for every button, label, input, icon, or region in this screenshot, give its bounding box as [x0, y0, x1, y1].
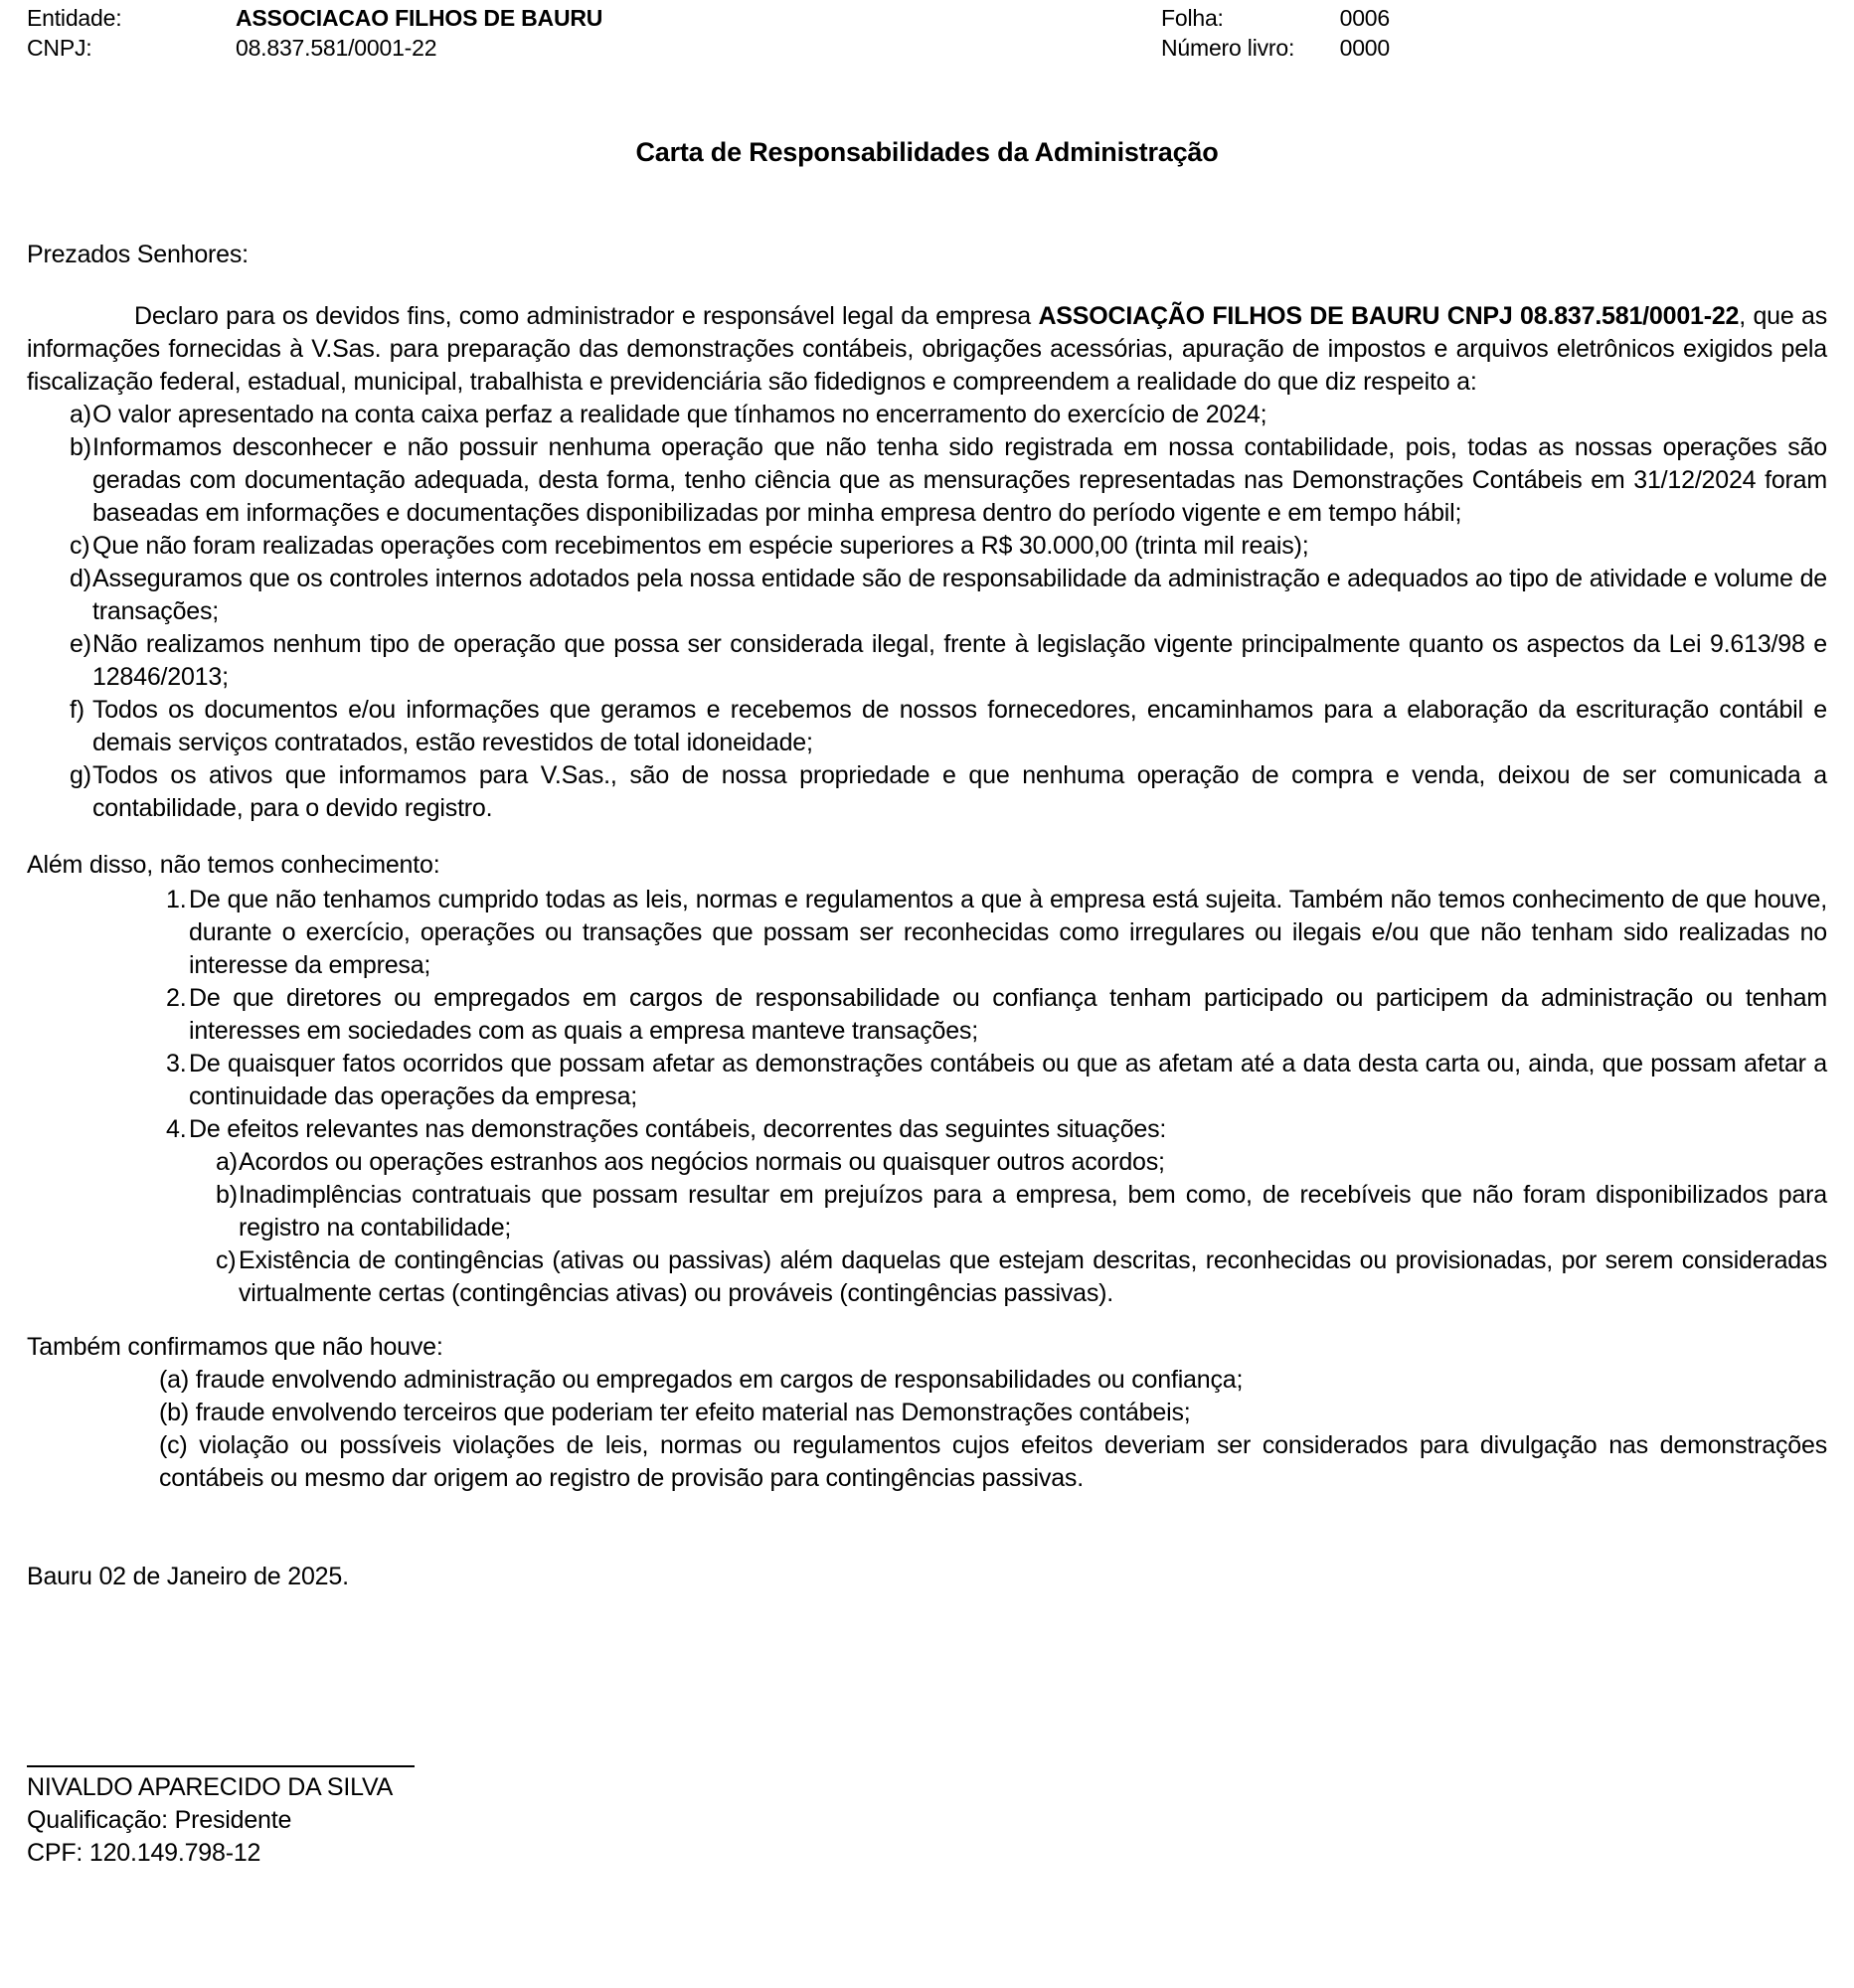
- list-item: [27, 759, 1827, 825]
- list-item: [27, 694, 1827, 759]
- tambem-item: (b) fraude envolvendo terceiros que poderiam ter efeito material nas Demonstrações contábeis;: [159, 1399, 1191, 1426]
- signature-block: [27, 1765, 1827, 1870]
- livro-label: Número livro:: [1161, 35, 1295, 61]
- list-item-text: De quaisquer fatos ocorridos que possam afetar as demonstrações contábeis ou que as afetam até a data desta carta ou, ainda, que possam afetar a continuidade das operações da empresa;: [189, 1050, 1827, 1110]
- signatory-name: NIVALDO APARECIDO DA SILVA: [27, 1773, 394, 1801]
- entity-row: [27, 3, 1827, 33]
- list-item: [27, 1244, 1827, 1310]
- list-marker: f): [70, 696, 84, 724]
- list-item-text: Não realizamos nenhum tipo de operação que possa ser considerada ilegal, frente à legislação vigente principalmente quanto os aspectos da Lei 9.613/98 e 12846/2013;: [92, 630, 1827, 691]
- list-item: [27, 563, 1827, 628]
- entity-value: ASSOCIACAO FILHOS DE BAURU: [236, 5, 603, 31]
- folha-value: 0006: [1339, 5, 1390, 31]
- sub-letter-list: [27, 1146, 1827, 1310]
- signature-line: [27, 1765, 415, 1767]
- list-item-text: Inadimplências contratuais que possam resultar em prejuízos para a empresa, bem como, de recebíveis que não foram disponibilizados para registro na contabilidade;: [239, 1181, 1827, 1242]
- list-marker: 3.: [166, 1050, 187, 1077]
- list-marker: 2.: [166, 984, 187, 1012]
- list-marker: e): [70, 630, 91, 658]
- list-item: [27, 1179, 1827, 1244]
- intro-company-bold: ASSOCIAÇÃO FILHOS DE BAURU CNPJ 08.837.581/0001-22: [1038, 302, 1740, 330]
- list-item-text: De que não tenhamos cumprido todas as leis, normas e regulamentos a que à empresa está sujeita. Também não temos conhecimento de que houve, durante o exercício, operações ou transações que possam ser reconhecidas como irregulares ou ilegais e/ou que não tenham sido realizadas no interesse da empresa;: [189, 886, 1827, 979]
- intro-text-before: Declaro para os devidos fins, como administrador e responsável legal da empresa: [134, 302, 1039, 330]
- date-line: Bauru 02 de Janeiro de 2025.: [27, 1563, 349, 1590]
- list-item: [27, 530, 1827, 563]
- list-item-text: Asseguramos que os controles internos adotados pela nossa entidade são de responsabilidade da administração e adequados ao tipo de atividade e volume de transações;: [92, 565, 1827, 625]
- tambem-item: (a) fraude envolvendo administração ou empregados em cargos de responsabilidades ou confiança;: [159, 1366, 1244, 1394]
- list-marker: c): [216, 1246, 237, 1274]
- list-marker: b): [70, 433, 91, 461]
- numbered-list: [27, 884, 1827, 1146]
- header-left: [27, 3, 1827, 63]
- list-marker: a): [70, 401, 91, 428]
- signatory-cpf: CPF: 120.149.798-12: [27, 1839, 261, 1867]
- entity-label: Entidade:: [27, 5, 122, 31]
- list-marker: b): [216, 1181, 238, 1209]
- cnpj-row: [27, 33, 1827, 63]
- tambem-list: [27, 1364, 1827, 1495]
- cnpj-label: CNPJ:: [27, 35, 92, 61]
- list-marker: 1.: [166, 886, 187, 913]
- page-title: Carta de Responsabilidades da Administração: [635, 137, 1219, 167]
- list-item-text: O valor apresentado na conta caixa perfaz a realidade que tínhamos no encerramento do exercício de 2024;: [92, 401, 1267, 428]
- folha-row: [1161, 3, 1390, 33]
- list-marker: c): [70, 532, 90, 560]
- list-marker: a): [216, 1148, 238, 1176]
- list-item: [27, 1146, 1827, 1179]
- intro-paragraph: [27, 300, 1827, 399]
- signatory-qualification: Qualificação: Presidente: [27, 1806, 292, 1834]
- intro-text-after: , que as informações fornecidas à V.Sas. para preparação das demonstrações contábeis, obrigações acessórias, apuração de impostos e arquivos eletrônicos exigidos pela fiscalização federal, estadual, municipal, trabalhista e previdenciária são fidedignos e compreendem a realidade do que diz respeito a:: [27, 302, 1828, 396]
- list-item-text: Todos os documentos e/ou informações que geramos e recebemos de nossos fornecedores, encaminhamos para a elaboração da escrituração contábil e demais serviços contratados, estão revestidos de total idoneidade;: [92, 696, 1827, 756]
- salutation: Prezados Senhores:: [27, 241, 249, 268]
- list-item: [27, 884, 1827, 982]
- list-item: [27, 431, 1827, 530]
- livro-value: 0000: [1339, 35, 1390, 61]
- cnpj-value: 08.837.581/0001-22: [236, 35, 437, 61]
- list-item-text: Informamos desconhecer e não possuir nenhuma operação que não tenha sido registrada em nossa contabilidade, pois, todas as nossas operações são geradas com documentação adequada, desta forma, tenho ciência que as mensurações representadas nas Demonstrações Contábeis em 31/12/2024 foram baseadas em informações e documentações disponibilizadas por minha empresa dentro do período vigente e em tempo hábil;: [92, 433, 1827, 527]
- document-header: [27, 3, 1827, 63]
- list-item: [27, 628, 1827, 694]
- header-right: [1161, 3, 1390, 63]
- list-item: [27, 1113, 1827, 1146]
- list-item: [27, 1048, 1827, 1113]
- list-item-text: Acordos ou operações estranhos aos negócios normais ou quaisquer outros acordos;: [239, 1148, 1165, 1176]
- alem-disso-heading: Além disso, não temos conhecimento:: [27, 851, 440, 879]
- list-item-text: De que diretores ou empregados em cargos de responsabilidade ou confiança tenham participado ou participem da administração ou tenham interesses em sociedades com as quais a empresa manteve transações;: [189, 984, 1827, 1045]
- livro-row: [1161, 33, 1390, 63]
- letter-list: [27, 399, 1827, 825]
- list-item-text: Existência de contingências (ativas ou passivas) além daquelas que estejam descritas, reconhecidas ou provisionadas, por serem consideradas virtualmente certas (contingências ativas) ou prováveis (contingências passivas).: [239, 1246, 1827, 1307]
- list-marker: d): [70, 565, 91, 592]
- list-item: [27, 399, 1827, 431]
- list-marker: 4.: [166, 1115, 187, 1143]
- folha-label: Folha:: [1161, 5, 1224, 31]
- tambem-heading: Também confirmamos que não houve:: [27, 1333, 443, 1361]
- list-item-text: De efeitos relevantes nas demonstrações contábeis, decorrentes das seguintes situações:: [189, 1115, 1167, 1143]
- list-item-text: Que não foram realizadas operações com recebimentos em espécie superiores a R$ 30.000,00 (trinta mil reais);: [92, 532, 1309, 560]
- list-item: [27, 982, 1827, 1048]
- list-item-text: Todos os ativos que informamos para V.Sas., são de nossa propriedade e que nenhuma operação de compra e venda, deixou de ser comunicada a contabilidade, para o devido registro.: [92, 761, 1827, 822]
- tambem-item: (c) violação ou possíveis violações de leis, normas ou regulamentos cujos efeitos deveriam ser considerados para divulgação nas demonstrações contábeis ou mesmo dar origem ao registro de provisão para contingências passivas.: [159, 1431, 1827, 1492]
- list-marker: g): [70, 761, 91, 789]
